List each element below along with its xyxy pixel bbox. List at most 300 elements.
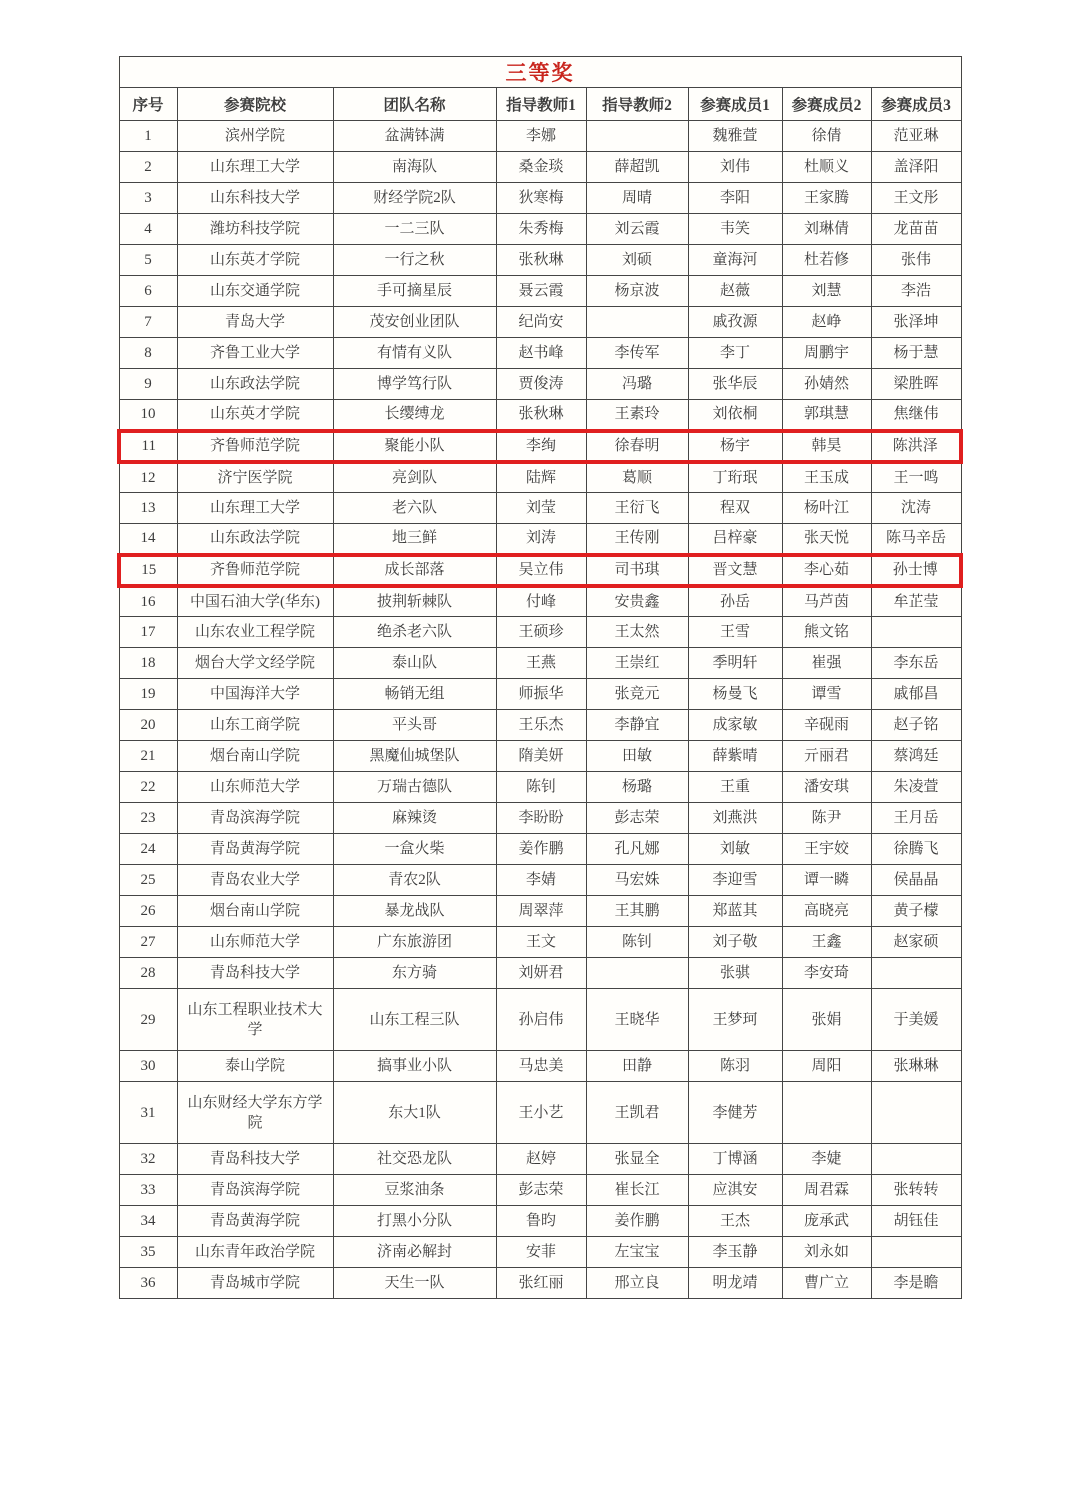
cell-advisor-1: 王小艺 bbox=[496, 1082, 586, 1144]
cell-advisor-2 bbox=[586, 958, 688, 989]
cell-no: 13 bbox=[119, 493, 177, 524]
cell-school: 青岛农业大学 bbox=[177, 865, 333, 896]
cell-advisor-1: 张红丽 bbox=[496, 1268, 586, 1299]
cell-no: 24 bbox=[119, 834, 177, 865]
cell-member-3 bbox=[871, 1144, 961, 1175]
cell-no: 36 bbox=[119, 1268, 177, 1299]
cell-advisor-1: 陆辉 bbox=[496, 462, 586, 493]
cell-advisor-2: 安贵鑫 bbox=[586, 586, 688, 617]
cell-advisor-2: 周晴 bbox=[586, 183, 688, 214]
cell-advisor-1: 李绚 bbox=[496, 431, 586, 462]
cell-no: 3 bbox=[119, 183, 177, 214]
cell-member-2: 李婕 bbox=[782, 1144, 871, 1175]
table-row bbox=[119, 710, 961, 741]
cell-member-3: 戚郁昌 bbox=[871, 679, 961, 710]
cell-member-2: 韩昊 bbox=[782, 431, 871, 462]
cell-advisor-2: 左宝宝 bbox=[586, 1237, 688, 1268]
cell-no: 22 bbox=[119, 772, 177, 803]
cell-advisor-1: 鲁昀 bbox=[496, 1206, 586, 1237]
cell-member-1: 童海河 bbox=[688, 245, 782, 276]
cell-no: 14 bbox=[119, 524, 177, 555]
table-title: 三等奖 bbox=[119, 57, 961, 88]
cell-no: 5 bbox=[119, 245, 177, 276]
cell-school: 山东英才学院 bbox=[177, 400, 333, 431]
cell-no: 11 bbox=[119, 431, 177, 462]
column-header: 团队名称 bbox=[333, 88, 496, 121]
cell-advisor-2: 杨璐 bbox=[586, 772, 688, 803]
cell-member-1: 张华辰 bbox=[688, 369, 782, 400]
cell-team: 长缨缚龙 bbox=[333, 400, 496, 431]
cell-member-1: 魏雅萱 bbox=[688, 121, 782, 152]
table-row bbox=[119, 1237, 961, 1268]
cell-advisor-2: 田静 bbox=[586, 1051, 688, 1082]
cell-member-2: 杨叶江 bbox=[782, 493, 871, 524]
cell-member-3: 张伟 bbox=[871, 245, 961, 276]
cell-member-3 bbox=[871, 617, 961, 648]
table-row bbox=[119, 741, 961, 772]
cell-advisor-2: 王晓华 bbox=[586, 989, 688, 1051]
table-row bbox=[119, 183, 961, 214]
table-row bbox=[119, 927, 961, 958]
cell-advisor-2: 葛顺 bbox=[586, 462, 688, 493]
cell-member-3: 沈涛 bbox=[871, 493, 961, 524]
cell-no: 20 bbox=[119, 710, 177, 741]
cell-advisor-2: 刘硕 bbox=[586, 245, 688, 276]
cell-no: 7 bbox=[119, 307, 177, 338]
table-row bbox=[119, 276, 961, 307]
cell-member-3: 赵家硕 bbox=[871, 927, 961, 958]
cell-no: 26 bbox=[119, 896, 177, 927]
cell-team: 成长部落 bbox=[333, 555, 496, 586]
cell-team: 豆浆油条 bbox=[333, 1175, 496, 1206]
cell-no: 32 bbox=[119, 1144, 177, 1175]
cell-team: 地三鲜 bbox=[333, 524, 496, 555]
cell-school: 烟台南山学院 bbox=[177, 896, 333, 927]
cell-school: 青岛大学 bbox=[177, 307, 333, 338]
cell-advisor-1: 王硕珍 bbox=[496, 617, 586, 648]
cell-no: 25 bbox=[119, 865, 177, 896]
cell-member-1: 刘依桐 bbox=[688, 400, 782, 431]
table-row bbox=[119, 431, 961, 462]
cell-no: 19 bbox=[119, 679, 177, 710]
cell-member-2: 刘慧 bbox=[782, 276, 871, 307]
table-row bbox=[119, 803, 961, 834]
cell-team: 南海队 bbox=[333, 152, 496, 183]
cell-advisor-1: 桑金琰 bbox=[496, 152, 586, 183]
cell-advisor-2: 王凯君 bbox=[586, 1082, 688, 1144]
cell-no: 6 bbox=[119, 276, 177, 307]
table-row bbox=[119, 307, 961, 338]
table-row bbox=[119, 493, 961, 524]
cell-team: 青农2队 bbox=[333, 865, 496, 896]
cell-school: 烟台大学文经学院 bbox=[177, 648, 333, 679]
cell-no: 23 bbox=[119, 803, 177, 834]
cell-member-1: 刘敏 bbox=[688, 834, 782, 865]
cell-school: 齐鲁工业大学 bbox=[177, 338, 333, 369]
header-row bbox=[119, 88, 961, 121]
cell-advisor-2: 张显全 bbox=[586, 1144, 688, 1175]
cell-advisor-1: 李娜 bbox=[496, 121, 586, 152]
cell-team: 平头哥 bbox=[333, 710, 496, 741]
cell-member-1: 季明轩 bbox=[688, 648, 782, 679]
cell-school: 青岛滨海学院 bbox=[177, 803, 333, 834]
cell-team: 广东旅游团 bbox=[333, 927, 496, 958]
cell-member-2: 徐倩 bbox=[782, 121, 871, 152]
cell-member-1: 晋文慧 bbox=[688, 555, 782, 586]
cell-member-2: 谭一瞵 bbox=[782, 865, 871, 896]
cell-no: 9 bbox=[119, 369, 177, 400]
cell-member-2: 周鹏宇 bbox=[782, 338, 871, 369]
table-row bbox=[119, 1206, 961, 1237]
cell-member-3: 李浩 bbox=[871, 276, 961, 307]
cell-member-2: 杜顺义 bbox=[782, 152, 871, 183]
cell-advisor-1: 聂云霞 bbox=[496, 276, 586, 307]
column-header: 参赛成员2 bbox=[782, 88, 871, 121]
table-row bbox=[119, 369, 961, 400]
table-row bbox=[119, 1082, 961, 1144]
cell-advisor-2: 田敏 bbox=[586, 741, 688, 772]
table-row bbox=[119, 1051, 961, 1082]
cell-school: 山东英才学院 bbox=[177, 245, 333, 276]
cell-advisor-2: 司书琪 bbox=[586, 555, 688, 586]
column-header: 指导教师2 bbox=[586, 88, 688, 121]
cell-member-2: 张天悦 bbox=[782, 524, 871, 555]
cell-advisor-2: 冯璐 bbox=[586, 369, 688, 400]
cell-advisor-2 bbox=[586, 121, 688, 152]
table-row bbox=[119, 617, 961, 648]
cell-advisor-1: 刘妍君 bbox=[496, 958, 586, 989]
cell-school: 山东农业工程学院 bbox=[177, 617, 333, 648]
cell-member-2: 庞承武 bbox=[782, 1206, 871, 1237]
cell-advisor-2: 邢立良 bbox=[586, 1268, 688, 1299]
cell-team: 万瑞古德队 bbox=[333, 772, 496, 803]
cell-member-3: 朱凌萱 bbox=[871, 772, 961, 803]
cell-school: 青岛科技大学 bbox=[177, 1144, 333, 1175]
cell-member-1: 丁博涵 bbox=[688, 1144, 782, 1175]
cell-advisor-1: 陈钊 bbox=[496, 772, 586, 803]
cell-school: 山东工程职业技术大学 bbox=[177, 989, 333, 1051]
cell-team: 山东工程三队 bbox=[333, 989, 496, 1051]
table-row bbox=[119, 524, 961, 555]
cell-member-2: 陈尹 bbox=[782, 803, 871, 834]
cell-school: 齐鲁师范学院 bbox=[177, 555, 333, 586]
cell-no: 12 bbox=[119, 462, 177, 493]
cell-no: 31 bbox=[119, 1082, 177, 1144]
cell-team: 搞事业小队 bbox=[333, 1051, 496, 1082]
cell-advisor-2: 薛超凯 bbox=[586, 152, 688, 183]
cell-team: 一盒火柴 bbox=[333, 834, 496, 865]
cell-member-2: 刘琳倩 bbox=[782, 214, 871, 245]
cell-member-2: 曹广立 bbox=[782, 1268, 871, 1299]
cell-advisor-1: 张秋琳 bbox=[496, 400, 586, 431]
cell-member-3: 牟芷莹 bbox=[871, 586, 961, 617]
cell-member-3: 梁胜晖 bbox=[871, 369, 961, 400]
cell-advisor-2: 王素玲 bbox=[586, 400, 688, 431]
cell-member-1: 杨宇 bbox=[688, 431, 782, 462]
cell-no: 33 bbox=[119, 1175, 177, 1206]
cell-member-2: 王玉成 bbox=[782, 462, 871, 493]
cell-school: 山东财经大学东方学院 bbox=[177, 1082, 333, 1144]
cell-team: 手可摘星辰 bbox=[333, 276, 496, 307]
cell-school: 山东工商学院 bbox=[177, 710, 333, 741]
cell-member-1: 刘子敬 bbox=[688, 927, 782, 958]
cell-school: 青岛黄海学院 bbox=[177, 1206, 333, 1237]
cell-member-2: 周阳 bbox=[782, 1051, 871, 1082]
cell-team: 一二三队 bbox=[333, 214, 496, 245]
table-row bbox=[119, 400, 961, 431]
cell-no: 8 bbox=[119, 338, 177, 369]
cell-advisor-2: 刘云霞 bbox=[586, 214, 688, 245]
cell-advisor-1: 刘涛 bbox=[496, 524, 586, 555]
cell-member-2: 孙婧然 bbox=[782, 369, 871, 400]
cell-no: 28 bbox=[119, 958, 177, 989]
cell-school: 青岛滨海学院 bbox=[177, 1175, 333, 1206]
cell-team: 茂安创业团队 bbox=[333, 307, 496, 338]
cell-no: 17 bbox=[119, 617, 177, 648]
cell-school: 青岛黄海学院 bbox=[177, 834, 333, 865]
cell-team: 有情有义队 bbox=[333, 338, 496, 369]
cell-advisor-1: 孙启伟 bbox=[496, 989, 586, 1051]
cell-member-3 bbox=[871, 1082, 961, 1144]
cell-team: 天生一队 bbox=[333, 1268, 496, 1299]
cell-school: 山东理工大学 bbox=[177, 493, 333, 524]
cell-school: 青岛科技大学 bbox=[177, 958, 333, 989]
cell-member-3: 徐腾飞 bbox=[871, 834, 961, 865]
cell-advisor-1: 隋美妍 bbox=[496, 741, 586, 772]
cell-member-3: 杨于慧 bbox=[871, 338, 961, 369]
table-row bbox=[119, 834, 961, 865]
cell-school: 泰山学院 bbox=[177, 1051, 333, 1082]
cell-school: 山东青年政治学院 bbox=[177, 1237, 333, 1268]
cell-no: 18 bbox=[119, 648, 177, 679]
cell-team: 聚能小队 bbox=[333, 431, 496, 462]
column-header: 序号 bbox=[119, 88, 177, 121]
cell-team: 博学笃行队 bbox=[333, 369, 496, 400]
table-row bbox=[119, 214, 961, 245]
cell-team: 东方骑 bbox=[333, 958, 496, 989]
table-row bbox=[119, 586, 961, 617]
cell-member-1: 丁珩珉 bbox=[688, 462, 782, 493]
cell-school: 青岛城市学院 bbox=[177, 1268, 333, 1299]
cell-team: 济南必解封 bbox=[333, 1237, 496, 1268]
cell-member-2: 辛砚雨 bbox=[782, 710, 871, 741]
table-row bbox=[119, 896, 961, 927]
cell-no: 21 bbox=[119, 741, 177, 772]
cell-member-2: 张娟 bbox=[782, 989, 871, 1051]
cell-member-3: 王文彤 bbox=[871, 183, 961, 214]
cell-member-1: 杨曼飞 bbox=[688, 679, 782, 710]
cell-member-3: 张转转 bbox=[871, 1175, 961, 1206]
cell-member-2: 谭雪 bbox=[782, 679, 871, 710]
cell-advisor-2: 杨京波 bbox=[586, 276, 688, 307]
cell-member-3: 张琳琳 bbox=[871, 1051, 961, 1082]
cell-member-2: 王家腾 bbox=[782, 183, 871, 214]
cell-no: 10 bbox=[119, 400, 177, 431]
cell-member-1: 王杰 bbox=[688, 1206, 782, 1237]
cell-no: 35 bbox=[119, 1237, 177, 1268]
cell-school: 山东师范大学 bbox=[177, 927, 333, 958]
cell-advisor-1: 王燕 bbox=[496, 648, 586, 679]
award-table bbox=[117, 56, 963, 1299]
cell-member-3: 范亚琳 bbox=[871, 121, 961, 152]
cell-advisor-1: 马忠美 bbox=[496, 1051, 586, 1082]
cell-advisor-1: 周翠萍 bbox=[496, 896, 586, 927]
cell-member-1: 李迎雪 bbox=[688, 865, 782, 896]
cell-member-1: 刘伟 bbox=[688, 152, 782, 183]
table-row bbox=[119, 338, 961, 369]
cell-school: 山东交通学院 bbox=[177, 276, 333, 307]
cell-member-3: 焦继伟 bbox=[871, 400, 961, 431]
cell-advisor-2: 马宏姝 bbox=[586, 865, 688, 896]
cell-member-3 bbox=[871, 1237, 961, 1268]
cell-member-3: 黄子檬 bbox=[871, 896, 961, 927]
cell-school: 山东理工大学 bbox=[177, 152, 333, 183]
cell-member-1: 明龙靖 bbox=[688, 1268, 782, 1299]
cell-advisor-1: 贾俊涛 bbox=[496, 369, 586, 400]
cell-member-3: 陈马辛岳 bbox=[871, 524, 961, 555]
cell-no: 30 bbox=[119, 1051, 177, 1082]
cell-member-2 bbox=[782, 1082, 871, 1144]
cell-member-1: 李丁 bbox=[688, 338, 782, 369]
cell-school: 中国海洋大学 bbox=[177, 679, 333, 710]
cell-school: 潍坊科技学院 bbox=[177, 214, 333, 245]
cell-member-3: 蔡鸿廷 bbox=[871, 741, 961, 772]
cell-member-1: 李玉静 bbox=[688, 1237, 782, 1268]
cell-member-1: 王重 bbox=[688, 772, 782, 803]
cell-member-2: 李心茹 bbox=[782, 555, 871, 586]
cell-advisor-2: 王太然 bbox=[586, 617, 688, 648]
table-row bbox=[119, 152, 961, 183]
cell-advisor-2: 李静宜 bbox=[586, 710, 688, 741]
table-row bbox=[119, 555, 961, 586]
cell-member-2: 崔强 bbox=[782, 648, 871, 679]
cell-advisor-2: 彭志荣 bbox=[586, 803, 688, 834]
cell-team: 亮剑队 bbox=[333, 462, 496, 493]
cell-member-1: 程双 bbox=[688, 493, 782, 524]
cell-member-1: 成家敏 bbox=[688, 710, 782, 741]
table-row bbox=[119, 679, 961, 710]
cell-member-1: 李阳 bbox=[688, 183, 782, 214]
cell-member-1: 郑蓝其 bbox=[688, 896, 782, 927]
cell-advisor-1: 吴立伟 bbox=[496, 555, 586, 586]
cell-no: 1 bbox=[119, 121, 177, 152]
cell-team: 财经学院2队 bbox=[333, 183, 496, 214]
cell-member-1: 薛紫晴 bbox=[688, 741, 782, 772]
cell-member-1: 应淇安 bbox=[688, 1175, 782, 1206]
cell-school: 烟台南山学院 bbox=[177, 741, 333, 772]
cell-member-1: 王梦珂 bbox=[688, 989, 782, 1051]
cell-team: 一行之秋 bbox=[333, 245, 496, 276]
cell-advisor-2: 陈钊 bbox=[586, 927, 688, 958]
table-row bbox=[119, 1144, 961, 1175]
cell-team: 绝杀老六队 bbox=[333, 617, 496, 648]
table-row bbox=[119, 989, 961, 1051]
cell-team: 泰山队 bbox=[333, 648, 496, 679]
cell-member-3: 于美媛 bbox=[871, 989, 961, 1051]
cell-advisor-1: 姜作鹏 bbox=[496, 834, 586, 865]
cell-no: 34 bbox=[119, 1206, 177, 1237]
cell-advisor-1: 赵婷 bbox=[496, 1144, 586, 1175]
cell-school: 山东政法学院 bbox=[177, 369, 333, 400]
cell-school: 滨州学院 bbox=[177, 121, 333, 152]
cell-advisor-2: 崔长江 bbox=[586, 1175, 688, 1206]
cell-advisor-2: 王其鹏 bbox=[586, 896, 688, 927]
cell-member-1: 刘燕洪 bbox=[688, 803, 782, 834]
title-row bbox=[119, 57, 961, 88]
table-row bbox=[119, 121, 961, 152]
column-header: 参赛院校 bbox=[177, 88, 333, 121]
cell-member-2: 李安琦 bbox=[782, 958, 871, 989]
cell-no: 4 bbox=[119, 214, 177, 245]
cell-advisor-2: 张竞元 bbox=[586, 679, 688, 710]
cell-member-2: 王宇姣 bbox=[782, 834, 871, 865]
cell-member-1: 孙岳 bbox=[688, 586, 782, 617]
cell-member-2: 刘永如 bbox=[782, 1237, 871, 1268]
cell-team: 暴龙战队 bbox=[333, 896, 496, 927]
cell-member-3: 张泽坤 bbox=[871, 307, 961, 338]
cell-team: 畅销无组 bbox=[333, 679, 496, 710]
cell-school: 山东政法学院 bbox=[177, 524, 333, 555]
cell-advisor-2: 李传军 bbox=[586, 338, 688, 369]
cell-member-3: 赵子铭 bbox=[871, 710, 961, 741]
cell-no: 29 bbox=[119, 989, 177, 1051]
cell-member-1: 韦笑 bbox=[688, 214, 782, 245]
cell-member-2: 潘安琪 bbox=[782, 772, 871, 803]
cell-member-2: 杜若修 bbox=[782, 245, 871, 276]
cell-team: 打黑小分队 bbox=[333, 1206, 496, 1237]
column-header: 指导教师1 bbox=[496, 88, 586, 121]
cell-advisor-1: 朱秀梅 bbox=[496, 214, 586, 245]
cell-member-3: 李东岳 bbox=[871, 648, 961, 679]
cell-no: 2 bbox=[119, 152, 177, 183]
cell-advisor-1: 王乐杰 bbox=[496, 710, 586, 741]
cell-advisor-1: 安菲 bbox=[496, 1237, 586, 1268]
table-row bbox=[119, 648, 961, 679]
cell-team: 老六队 bbox=[333, 493, 496, 524]
cell-school: 中国石油大学(华东) bbox=[177, 586, 333, 617]
cell-member-2: 亓丽君 bbox=[782, 741, 871, 772]
table-row bbox=[119, 1175, 961, 1206]
cell-advisor-1: 王文 bbox=[496, 927, 586, 958]
cell-advisor-1: 付峰 bbox=[496, 586, 586, 617]
cell-advisor-2: 姜作鹏 bbox=[586, 1206, 688, 1237]
cell-advisor-1: 赵书峰 bbox=[496, 338, 586, 369]
cell-member-3: 胡钰佳 bbox=[871, 1206, 961, 1237]
cell-member-1: 王雪 bbox=[688, 617, 782, 648]
table-row bbox=[119, 245, 961, 276]
cell-advisor-2: 王崇红 bbox=[586, 648, 688, 679]
table-row bbox=[119, 772, 961, 803]
cell-advisor-2: 孔凡娜 bbox=[586, 834, 688, 865]
cell-member-1: 陈羽 bbox=[688, 1051, 782, 1082]
cell-no: 15 bbox=[119, 555, 177, 586]
cell-school: 齐鲁师范学院 bbox=[177, 431, 333, 462]
cell-team: 东大1队 bbox=[333, 1082, 496, 1144]
cell-member-1: 李健芳 bbox=[688, 1082, 782, 1144]
cell-advisor-1: 刘莹 bbox=[496, 493, 586, 524]
cell-member-1: 赵薇 bbox=[688, 276, 782, 307]
cell-member-2: 郭琪慧 bbox=[782, 400, 871, 431]
cell-advisor-1: 张秋琳 bbox=[496, 245, 586, 276]
cell-member-2: 赵峥 bbox=[782, 307, 871, 338]
table-row bbox=[119, 462, 961, 493]
cell-advisor-2 bbox=[586, 307, 688, 338]
cell-no: 27 bbox=[119, 927, 177, 958]
cell-no: 16 bbox=[119, 586, 177, 617]
cell-advisor-1: 李婧 bbox=[496, 865, 586, 896]
column-header: 参赛成员3 bbox=[871, 88, 961, 121]
cell-advisor-2: 王传刚 bbox=[586, 524, 688, 555]
